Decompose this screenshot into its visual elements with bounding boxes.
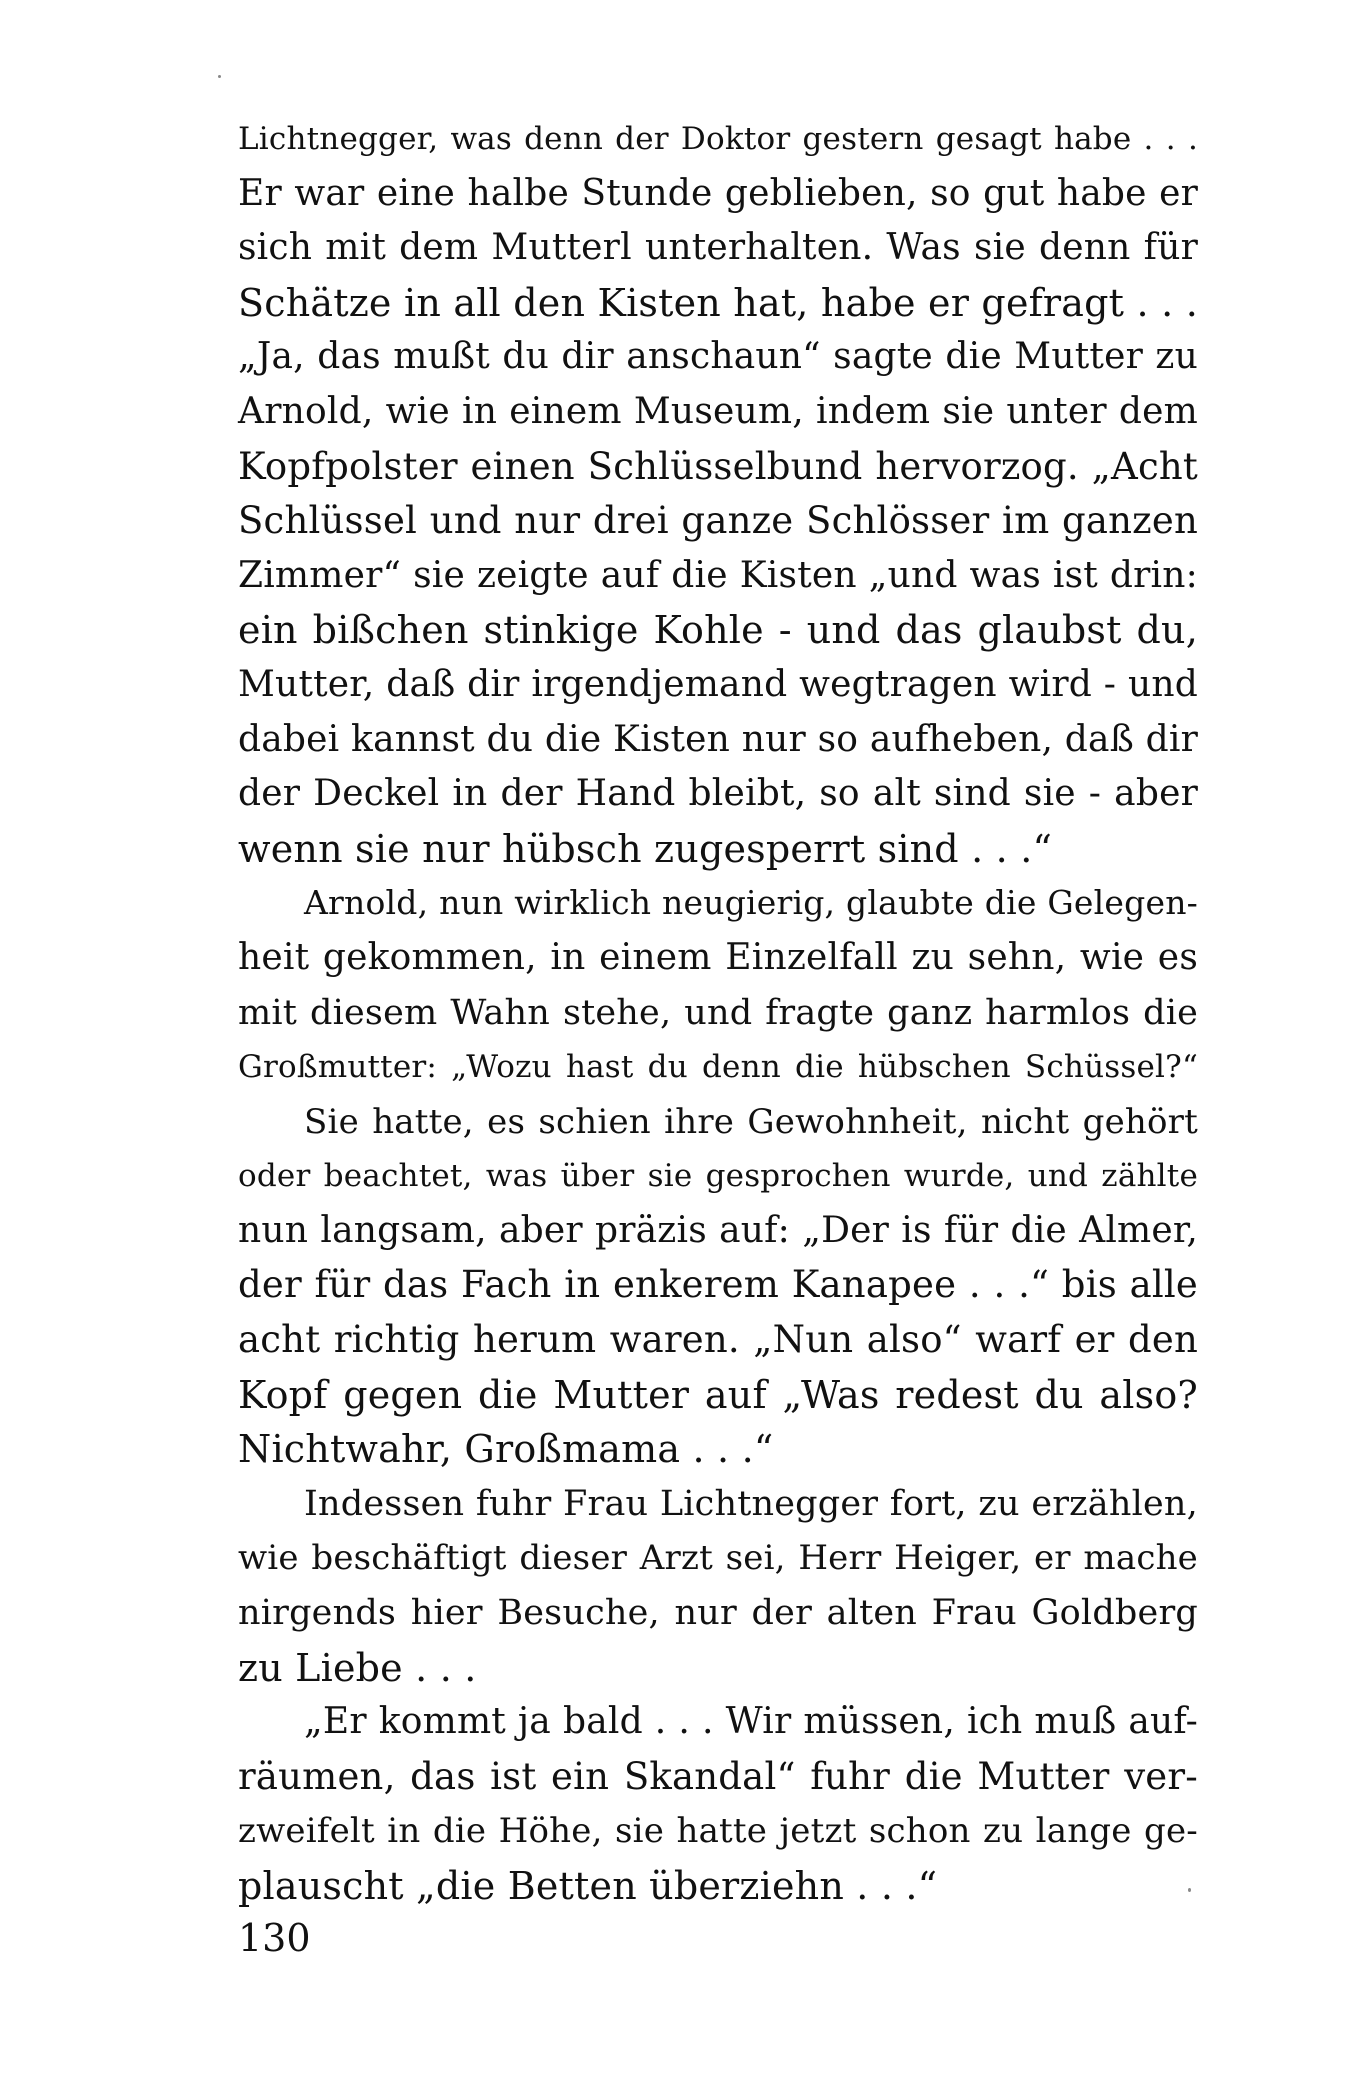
text-line: Kopf gegen die Mutter auf „Was redest du also?: [238, 1372, 1198, 1417]
body-text: [238, 112, 1198, 1914]
text-line: Arnold, nun wirklich neugierig, glaubte die Gelegen-: [304, 883, 1198, 923]
text-line: heit gekommen, in einem Einzelfall zu sehn, wie es: [238, 936, 1198, 978]
text-line: Nichtwahr, Großmama . . .“: [238, 1427, 774, 1472]
text-line: zweifelt in die Höhe, sie hatte jetzt schon zu lange ge-: [238, 1811, 1198, 1852]
page-number: 130: [238, 1916, 311, 1960]
text-line: nirgends hier Besuche, nur der alten Frau Goldberg: [238, 1593, 1198, 1634]
text-line: sich mit dem Mutterl unterhalten. Was sie denn für: [238, 227, 1198, 269]
text-line: zu Liebe . . .: [238, 1645, 477, 1690]
text-line: Lichtnegger, was denn der Doktor gestern gesagt habe . . .: [238, 121, 1198, 157]
text-line: der Deckel in der Hand bleibt, so alt sind sie - aber: [238, 773, 1198, 815]
text-line: „Ja, das mußt du dir anschaun“ sagte die Mutter zu: [238, 336, 1198, 378]
text-line: „Er kommt ja bald . . . Wir müssen, ich muß auf-: [304, 1701, 1198, 1743]
text-line: Mutter, daß dir irgendjemand wegtragen wird - und: [238, 663, 1198, 705]
text-line: acht richtig herum waren. „Nun also“ warf er den: [238, 1318, 1198, 1362]
text-line: Schlüssel und nur drei ganze Schlösser im ganzen: [238, 499, 1198, 543]
text-line: Er war eine halbe Stunde geblieben, so gut habe er: [238, 172, 1198, 214]
text-line: der für das Fach in enkerem Kanapee . . .“ bis alle: [238, 1263, 1198, 1307]
text-line: Arnold, wie in einem Museum, indem sie unter dem: [238, 390, 1198, 432]
text-line: Sie hatte, es schien ihre Gewohnheit, nicht gehört: [304, 1101, 1198, 1142]
text-line: Indessen fuhr Frau Lichtnegger fort, zu erzählen,: [304, 1483, 1198, 1524]
text-line: ein bißchen stinkige Kohle - und das glaubst du,: [238, 608, 1198, 653]
dust-speck: [1188, 1888, 1191, 1892]
text-line: mit diesem Wahn stehe, und fragte ganz harmlos die: [238, 992, 1198, 1033]
text-line: Schätze in all den Kisten hat, habe er gefragt . . .: [238, 280, 1198, 325]
text-line: Zimmer“ sie zeigte auf die Kisten „und was ist drin:: [238, 554, 1198, 596]
text-line: plauscht „die Betten überziehn . . .“: [238, 1864, 938, 1908]
text-line: wie beschäftigt dieser Arzt sei, Herr Heiger, er mache: [238, 1538, 1198, 1579]
text-line: dabei kannst du die Kisten nur so aufheben, daß dir: [238, 718, 1198, 760]
text-line: Kopfpolster einen Schlüsselbund hervorzog. „Acht: [238, 444, 1198, 488]
dust-speck: [218, 75, 221, 78]
text-line: wenn sie nur hübsch zugesperrt sind . . .“: [238, 826, 1053, 871]
text-line: nun langsam, aber präzis auf: „Der is für die Almer,: [238, 1209, 1198, 1251]
text-line: Großmutter: „Wozu hast du denn die hübschen Schüssel?“: [238, 1049, 1198, 1086]
text-line: räumen, das ist ein Skandal“ fuhr die Mutter ver-: [238, 1754, 1198, 1798]
text-line: oder beachtet, was über sie gesprochen wurde, und zählte: [238, 1158, 1198, 1195]
